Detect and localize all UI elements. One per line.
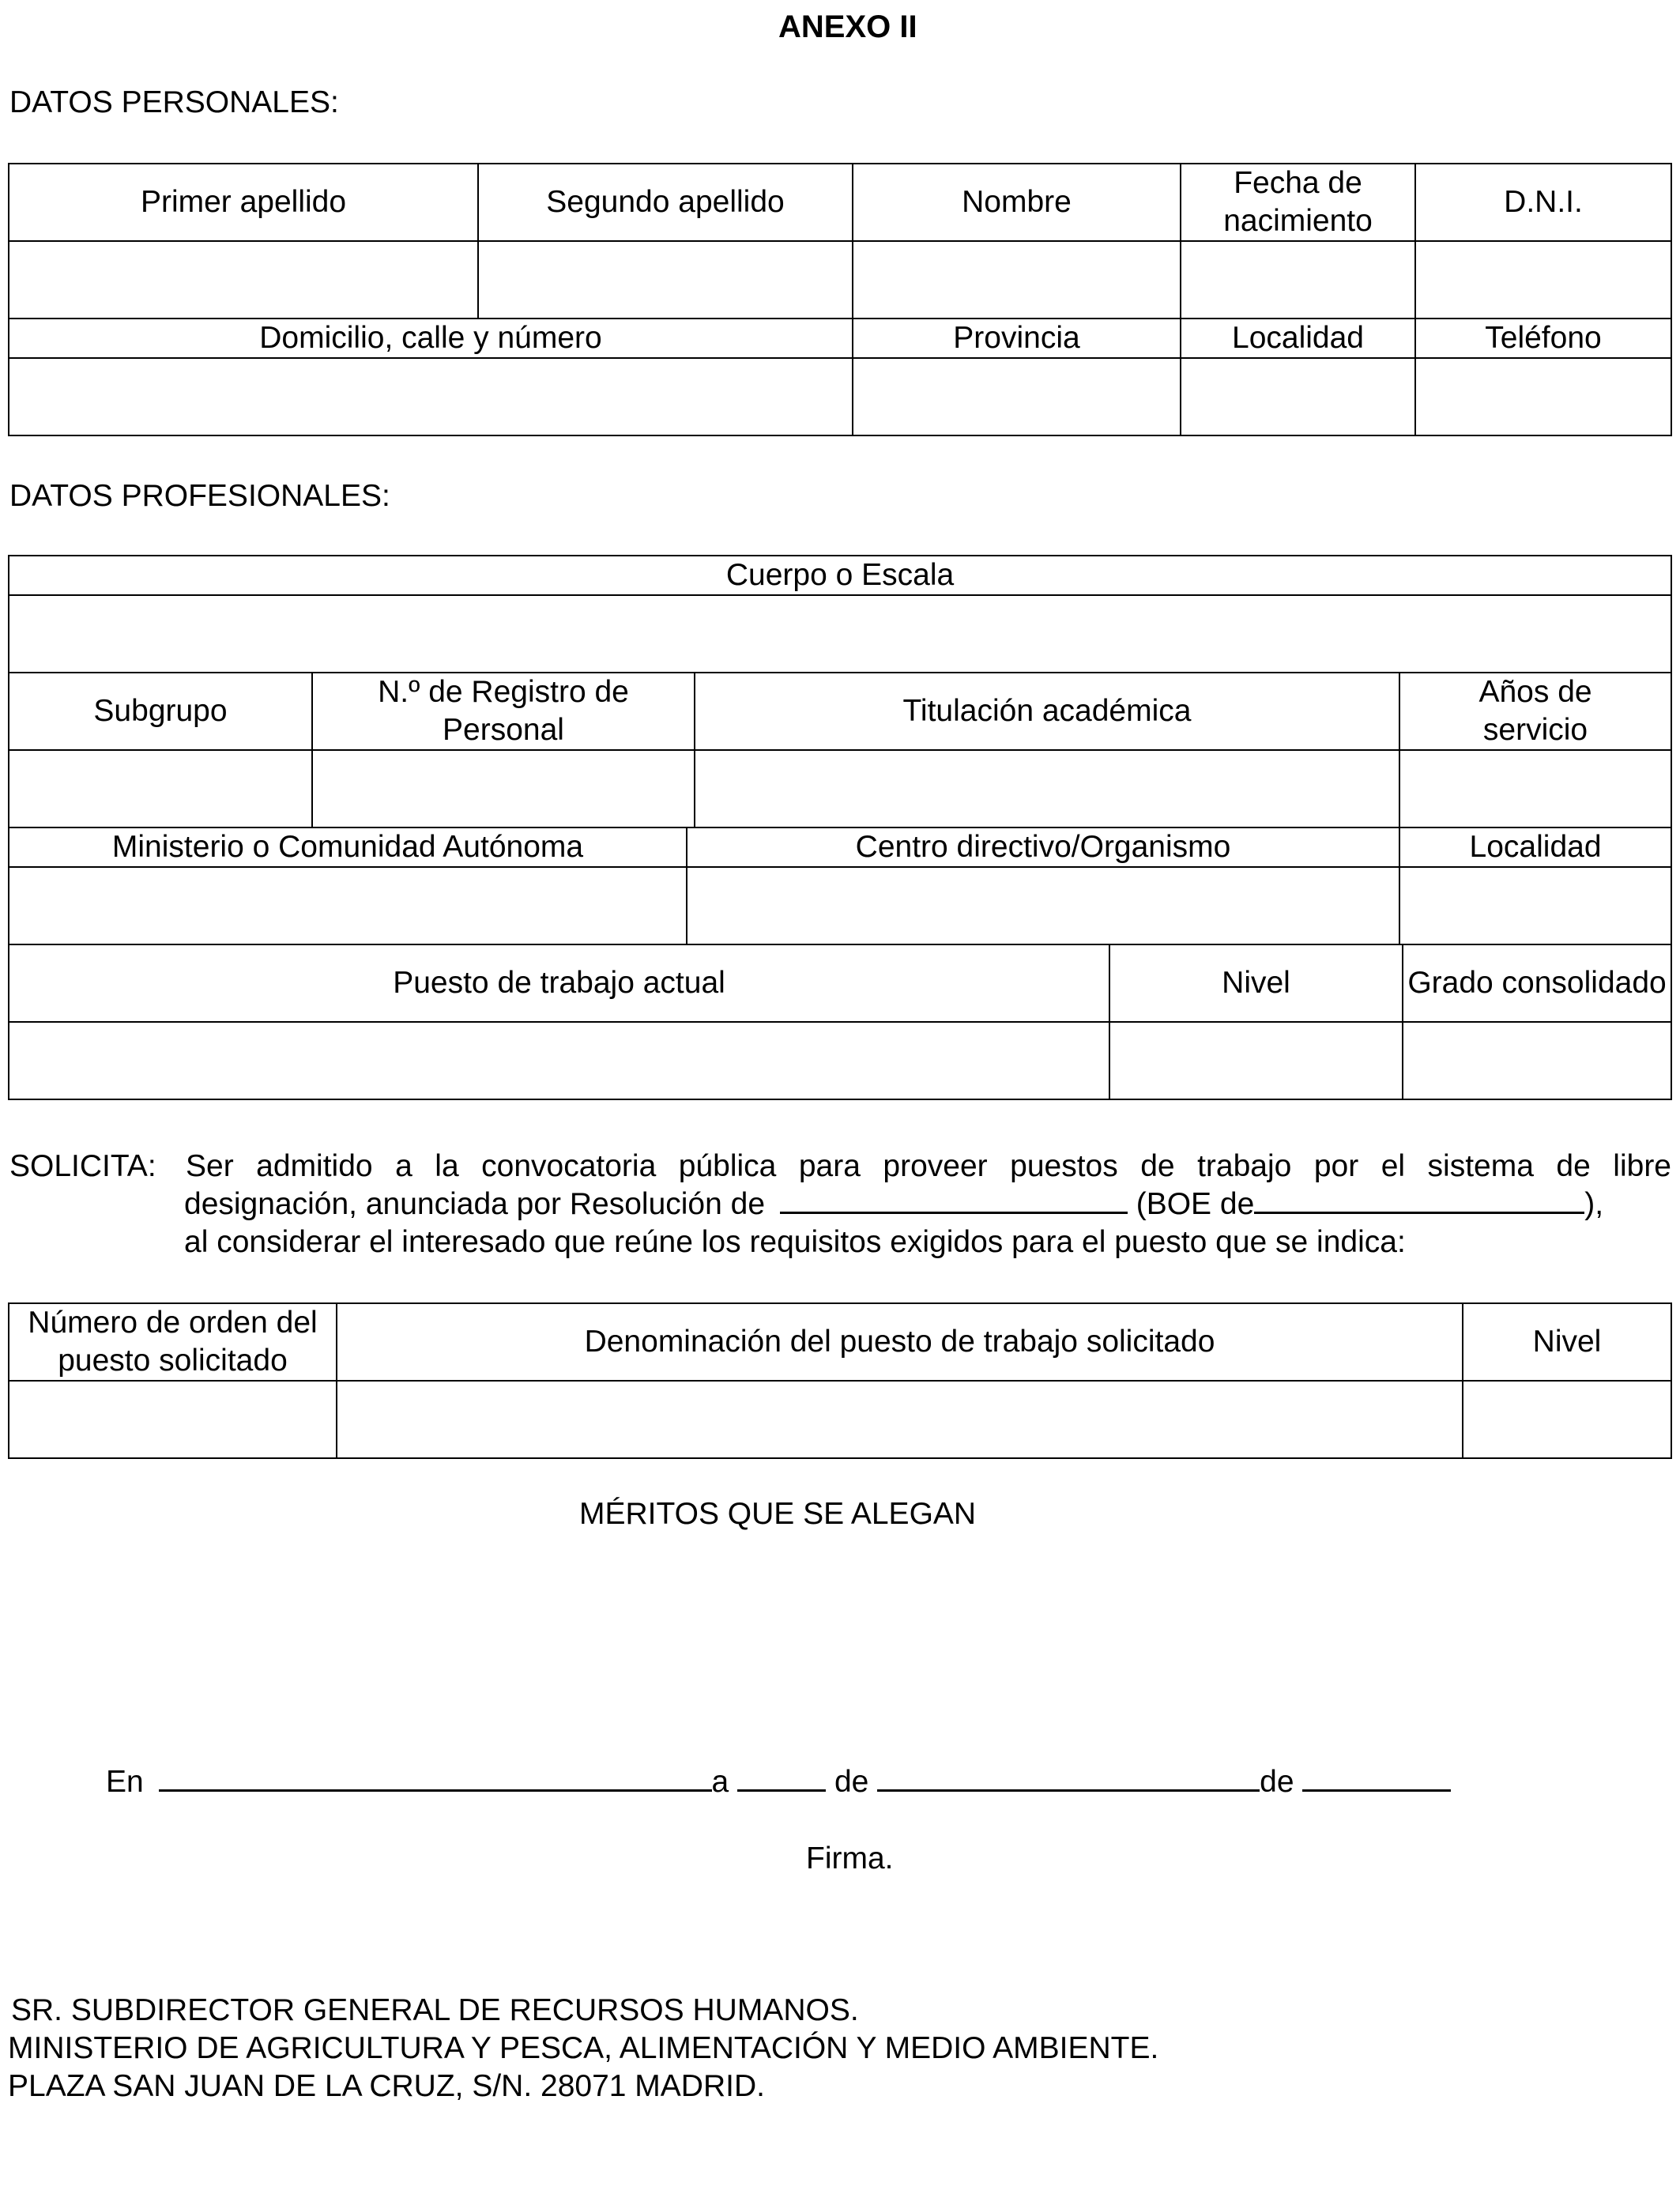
input-puesto-actual[interactable] <box>9 1022 1109 1099</box>
header-denominacion: Denominación del puesto de trabajo solicitado <box>337 1303 1463 1381</box>
date-line <box>106 1764 1451 1800</box>
input-nivel[interactable] <box>1109 1022 1403 1099</box>
requested-post-table <box>8 1302 1672 1459</box>
input-dni[interactable] <box>1415 241 1671 319</box>
header-ministerio: Ministerio o Comunidad Autónoma <box>9 827 687 867</box>
input-grado-consolidado[interactable] <box>1403 1022 1671 1099</box>
input-telefono[interactable] <box>1415 358 1671 435</box>
resolucion-blank[interactable] <box>780 1186 1128 1214</box>
input-nombre[interactable] <box>853 241 1181 319</box>
header-anos-servicio: Años de servicio <box>1399 673 1671 750</box>
input-denominacion[interactable] <box>337 1381 1463 1458</box>
header-grado-consolidado: Grado consolidado <box>1403 944 1671 1022</box>
date-de-label-1: de <box>834 1765 869 1799</box>
header-registro-personal: N.º de Registro de Personal <box>312 673 695 750</box>
personal-data-table <box>8 163 1672 436</box>
solicita-label: SOLICITA: <box>9 1149 156 1183</box>
page-title: ANEXO II <box>778 9 917 44</box>
header-fecha-nacimiento: Fecha de nacimiento <box>1181 164 1415 241</box>
header-puesto-actual: Puesto de trabajo actual <box>9 944 1109 1022</box>
header-cuerpo-escala: Cuerpo o Escala <box>9 556 1671 595</box>
header-primer-apellido: Primer apellido <box>9 164 478 241</box>
header-segundo-apellido: Segundo apellido <box>478 164 853 241</box>
header-numero-orden: Número de orden del puesto solicitado <box>9 1303 337 1381</box>
input-centro-directivo[interactable] <box>687 867 1399 944</box>
solicita-close-paren: ), <box>1584 1187 1604 1221</box>
day-blank[interactable] <box>737 1764 826 1792</box>
month-blank[interactable] <box>877 1764 1260 1792</box>
input-localidad[interactable] <box>1181 358 1415 435</box>
input-domicilio[interactable] <box>9 358 853 435</box>
header-nombre: Nombre <box>853 164 1181 241</box>
input-registro-personal[interactable] <box>312 750 695 827</box>
header-dni: D.N.I. <box>1415 164 1671 241</box>
address-line-2: MINISTERIO DE AGRICULTURA Y PESCA, ALIMENTACIÓN Y MEDIO AMBIENTE. <box>8 2031 1159 2065</box>
header-centro-directivo: Centro directivo/Organismo <box>687 827 1399 867</box>
header-domicilio: Domicilio, calle y número <box>9 319 853 358</box>
solicita-resolucion-text: designación, anunciada por Resolución de <box>184 1187 766 1221</box>
input-primer-apellido[interactable] <box>9 241 478 319</box>
solicita-line-3: al considerar el interesado que reúne los requisitos exigidos para el puesto que se indica: <box>184 1225 1406 1259</box>
solicita-line-2 <box>184 1186 1671 1223</box>
professional-data-heading: DATOS PROFESIONALES: <box>9 479 390 513</box>
header-localidad-prof: Localidad <box>1399 827 1671 867</box>
input-fecha-nacimiento[interactable] <box>1181 241 1415 319</box>
input-localidad-prof[interactable] <box>1399 867 1671 944</box>
meritos-heading: MÉRITOS QUE SE ALEGAN <box>579 1497 977 1531</box>
solicita-boe-text: (BOE de <box>1136 1187 1255 1221</box>
date-de-label-2: de <box>1260 1765 1294 1799</box>
header-telefono: Teléfono <box>1415 319 1671 358</box>
date-en-label: En <box>106 1765 144 1799</box>
header-subgrupo: Subgrupo <box>9 673 312 750</box>
input-subgrupo[interactable] <box>9 750 312 827</box>
personal-data-heading: DATOS PERSONALES: <box>9 85 339 119</box>
input-segundo-apellido[interactable] <box>478 241 853 319</box>
address-line-1: SR. SUBDIRECTOR GENERAL DE RECURSOS HUMANOS. <box>11 1993 859 2027</box>
input-cuerpo-escala[interactable] <box>9 595 1671 673</box>
header-nivel: Nivel <box>1109 944 1403 1022</box>
input-nivel-solicitado[interactable] <box>1463 1381 1671 1458</box>
date-a-label: a <box>711 1765 729 1799</box>
header-localidad: Localidad <box>1181 319 1415 358</box>
place-blank[interactable] <box>159 1764 712 1792</box>
solicita-line-1: Ser admitido a la convocatoria pública para proveer puestos de trabajo por el sistema de libre <box>186 1149 1671 1183</box>
input-anos-servicio[interactable] <box>1399 750 1671 827</box>
professional-data-table <box>8 555 1672 1100</box>
input-numero-orden[interactable] <box>9 1381 337 1458</box>
input-provincia[interactable] <box>853 358 1181 435</box>
boe-date-blank[interactable] <box>1254 1186 1584 1214</box>
signature-label: Firma. <box>806 1842 894 1875</box>
header-provincia: Provincia <box>853 319 1181 358</box>
header-nivel-solicitado: Nivel <box>1463 1303 1671 1381</box>
input-ministerio[interactable] <box>9 867 687 944</box>
header-titulacion: Titulación académica <box>695 673 1399 750</box>
address-line-3: PLAZA SAN JUAN DE LA CRUZ, S/N. 28071 MADRID. <box>8 2069 765 2103</box>
year-blank[interactable] <box>1302 1764 1451 1792</box>
input-titulacion[interactable] <box>695 750 1399 827</box>
